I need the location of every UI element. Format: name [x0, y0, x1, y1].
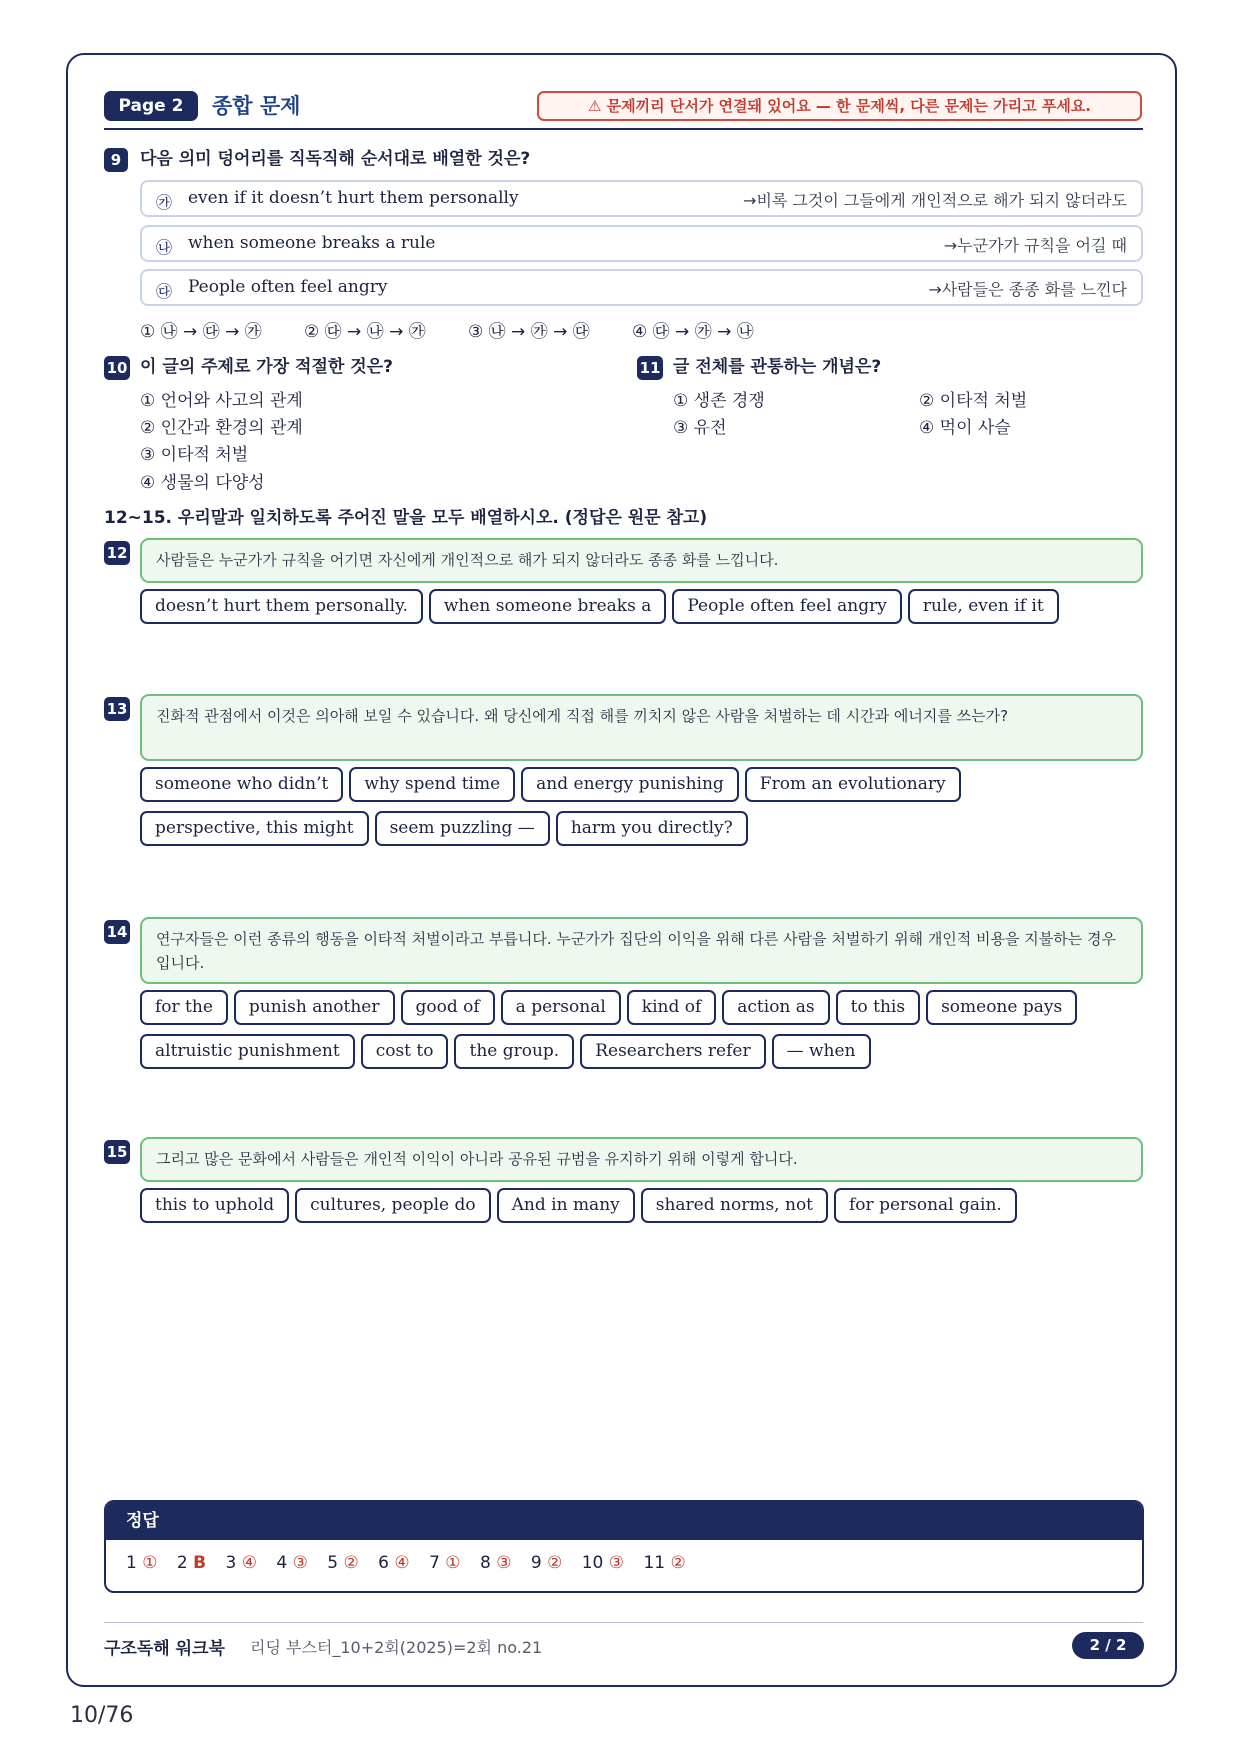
question-number-10: 10 [104, 356, 130, 380]
question-number-12: 12 [104, 541, 130, 565]
word-chip[interactable]: for personal gain. [834, 1188, 1017, 1223]
answer-num: 1 [126, 1553, 137, 1573]
word-chip[interactable]: action as [722, 990, 829, 1025]
answer-num: 6 [378, 1553, 389, 1573]
answer-num: 5 [327, 1553, 339, 1573]
q9-option-3[interactable]: ③ ㉯ → ㉮ → ㉰ [468, 322, 590, 342]
answer-num: 2 [176, 1553, 188, 1573]
answer-value: ③ [608, 1553, 625, 1573]
answer-item [226, 1553, 257, 1573]
word-chip[interactable]: From an evolutionary [745, 767, 961, 802]
q11-option-2[interactable]: ② 이타적 처벌 [919, 391, 1028, 411]
footer-title: 구조독해 워크북 [104, 1639, 225, 1659]
word-chip[interactable]: when someone breaks a [429, 589, 666, 624]
answer-num: 9 [530, 1553, 542, 1573]
word-chip[interactable]: a personal [501, 990, 621, 1025]
word-chip[interactable]: doesn’t hurt them personally. [140, 589, 423, 624]
answer-item [429, 1553, 460, 1573]
word-chip[interactable]: for the [140, 990, 228, 1025]
answer-num: 4 [276, 1553, 288, 1573]
word-chip[interactable]: perspective, this might [140, 811, 369, 846]
question-number-15: 15 [104, 1140, 130, 1164]
word-chip[interactable]: Researchers refer [580, 1034, 765, 1069]
word-chip[interactable]: And in many [497, 1188, 635, 1223]
answer-num: 7 [429, 1553, 440, 1573]
word-chip[interactable]: and energy punishing [521, 767, 739, 802]
page-counter: 10/76 [70, 1703, 134, 1728]
word-chip[interactable]: punish another [234, 990, 395, 1025]
chunk-korean: →누군가가 규칙을 어길 때 [943, 236, 1127, 255]
q9-option-4[interactable]: ④ ㉰ → ㉮ → ㉯ [632, 322, 754, 342]
answer-value: ④ [241, 1553, 257, 1573]
chunk-english: People often feel angry [188, 277, 388, 297]
chunk-marker: ㉮ [156, 193, 173, 212]
answer-value: ② [547, 1553, 563, 1573]
chunk-english: even if it doesn’t hurt them personally [188, 188, 519, 208]
answer-item [126, 1553, 157, 1573]
question-number-9: 9 [104, 148, 128, 172]
word-chip[interactable]: altruistic punishment [140, 1034, 355, 1069]
answer-num: 3 [225, 1553, 237, 1573]
answer-value: ② [670, 1553, 686, 1573]
korean-sentence-box: 그리고 많은 문화에서 사람들은 개인적 이익이 아니라 공유된 규범을 유지하기 위해 이렇게 합니다. [140, 1137, 1143, 1182]
chunk-english: when someone breaks a rule [188, 233, 436, 253]
korean-sentence-box: 사람들은 누군가가 규칙을 어기면 자신에게 개인적으로 해가 되지 않더라도 종종 화를 느낍니다. [140, 538, 1143, 583]
word-bank [140, 1188, 1150, 1232]
word-chip[interactable]: why spend time [349, 767, 515, 802]
q10-option-4[interactable]: ④ 생물의 다양성 [140, 473, 265, 493]
word-bank [140, 767, 1150, 855]
chunk-row [140, 269, 1143, 306]
word-chip[interactable]: someone pays [926, 990, 1077, 1025]
word-bank [140, 990, 1150, 1078]
warning-banner: ⚠ 문제끼리 단서가 연결돼 있어요 — 한 문제씩, 다른 문제는 가리고 푸세요. [537, 91, 1142, 121]
question-11-text: 글 전체를 관통하는 개념은? [673, 357, 882, 377]
answer-num: 8 [479, 1553, 491, 1573]
question-9-text: 다음 의미 덩어리를 직독직해 순서대로 배열한 것은? [140, 149, 531, 169]
answer-value: ③ [292, 1553, 308, 1573]
word-chip[interactable]: this to uphold [140, 1188, 289, 1223]
answer-item [480, 1553, 511, 1573]
word-chip[interactable]: the group. [454, 1034, 574, 1069]
answer-num: 10 [581, 1553, 604, 1573]
chunk-marker: ㉰ [156, 282, 173, 301]
q11-option-4[interactable]: ④ 먹이 사슬 [919, 418, 1011, 438]
answer-item [378, 1553, 409, 1573]
answer-item [582, 1553, 624, 1573]
chunk-korean: →사람들은 종종 화를 느낀다 [928, 280, 1127, 299]
answer-value: ① [142, 1553, 158, 1573]
page-badge: Page 2 [104, 91, 198, 121]
word-chip[interactable]: harm you directly? [556, 811, 748, 846]
footer-divider [104, 1622, 1143, 1623]
header-divider [104, 128, 1143, 130]
answer-item [177, 1553, 206, 1573]
word-chip[interactable]: to this [836, 990, 920, 1025]
word-chip[interactable]: good of [401, 990, 495, 1025]
answer-list [106, 1540, 1142, 1573]
q10-option-1[interactable]: ① 언어와 사고의 관계 [140, 391, 303, 411]
answer-value: ③ [496, 1553, 512, 1573]
word-chip[interactable]: People often feel angry [672, 589, 901, 624]
answer-value: ② [343, 1553, 359, 1573]
word-chip[interactable]: cultures, people do [295, 1188, 490, 1223]
q10-option-2[interactable]: ② 인간과 환경의 관계 [140, 418, 303, 438]
answer-key-title: 정답 [106, 1502, 1142, 1540]
chunk-korean: →비록 그것이 그들에게 개인적으로 해가 되지 않더라도 [743, 191, 1127, 210]
word-chip[interactable]: cost to [361, 1034, 449, 1069]
section-title: 종합 문제 [212, 94, 301, 118]
answer-item [327, 1553, 358, 1573]
word-chip[interactable]: kind of [627, 990, 717, 1025]
word-chip[interactable]: — when [772, 1034, 871, 1069]
q11-option-1[interactable]: ① 생존 경쟁 [673, 391, 765, 411]
instruction-heading: 12~15. 우리말과 일치하도록 주어진 말을 모두 배열하시오. (정답은 원문 참고) [104, 508, 708, 528]
answer-item [531, 1553, 562, 1573]
answer-value: ① [445, 1553, 461, 1573]
q10-option-3[interactable]: ③ 이타적 처벌 [140, 445, 249, 465]
answer-item [643, 1553, 685, 1573]
chunk-marker: ㉯ [156, 238, 173, 257]
q9-option-2[interactable]: ② ㉰ → ㉯ → ㉮ [304, 322, 426, 342]
question-10-text: 이 글의 주제로 가장 적절한 것은? [140, 357, 393, 377]
chunk-row [140, 225, 1143, 262]
footer-page-badge: 2 / 2 [1072, 1632, 1144, 1659]
chunk-row [140, 180, 1143, 217]
answer-item [276, 1553, 307, 1573]
korean-sentence-box: 연구자들은 이런 종류의 행동을 이타적 처벌이라고 부릅니다. 누군가가 집단의 이익을 위해 다른 사람을 처벌하기 위해 개인적 비용을 지불하는 경우입니다. [140, 917, 1143, 984]
word-bank [140, 589, 1150, 633]
question-number-11: 11 [637, 356, 663, 380]
word-chip[interactable]: seem puzzling — [375, 811, 550, 846]
q9-option-1[interactable]: ① ㉯ → ㉰ → ㉮ [140, 322, 262, 342]
word-chip[interactable]: shared norms, not [641, 1188, 828, 1223]
answer-num: 11 [643, 1553, 666, 1573]
korean-sentence-box: 진화적 관점에서 이것은 의아해 보일 수 있습니다. 왜 당신에게 직접 해를 끼치지 않은 사람을 처벌하는 데 시간과 에너지를 쓰는가? [140, 694, 1143, 761]
footer-subtitle: 리딩 부스터_10+2회(2025)=2회 no.21 [250, 1638, 543, 1657]
q11-option-3[interactable]: ③ 유전 [673, 418, 727, 438]
answer-key [104, 1500, 1144, 1593]
word-chip[interactable]: someone who didn’t [140, 767, 343, 802]
question-number-14: 14 [104, 920, 130, 944]
word-chip[interactable]: rule, even if it [908, 589, 1059, 624]
answer-value: ④ [394, 1553, 410, 1573]
question-number-13: 13 [104, 697, 130, 721]
answer-value: B [193, 1553, 207, 1573]
